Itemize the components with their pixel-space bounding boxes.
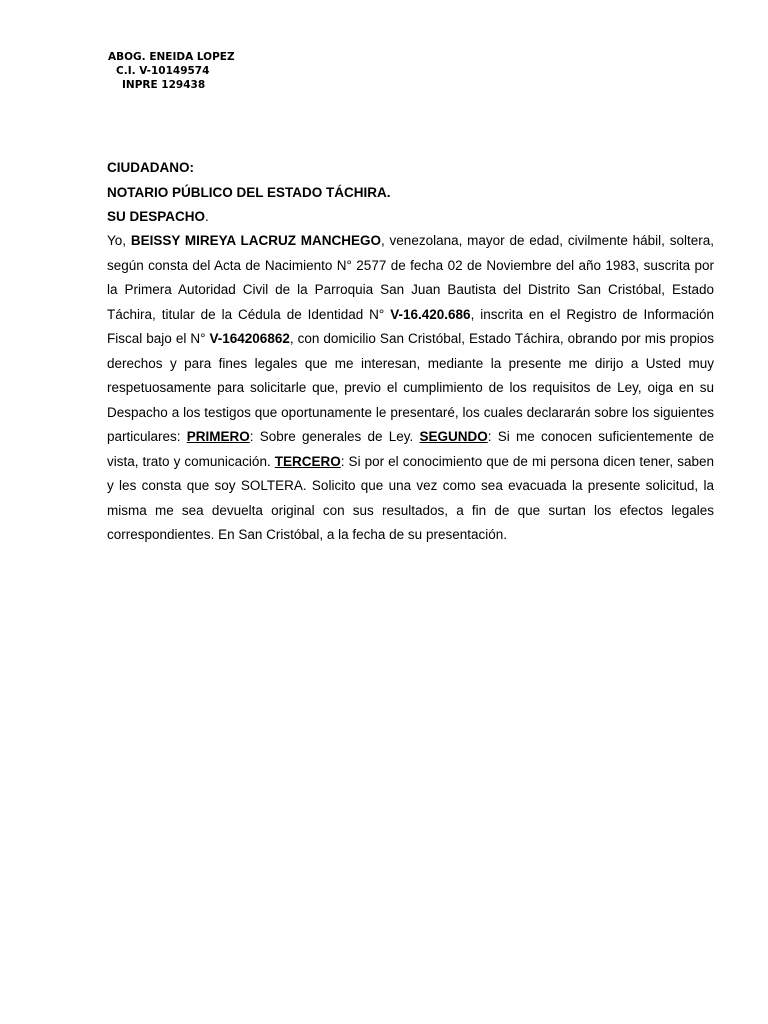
addressee-despacho-text: SU DESPACHO	[107, 209, 206, 224]
letterhead	[108, 50, 235, 92]
cedula-number: V-16.420.686	[390, 306, 471, 322]
lawyer-ci: C.I. V-10149574	[116, 65, 210, 77]
body-segment-2: , venezolana, mayor de edad, civilmente hábil, soltera, según consta del Acta de Nacimiento N° 2577 de fecha 02 de Noviembre del año 1983, suscrita por la Primera Autoridad Civil de la Parroquia San Juan Bautista del Distrito San Cristóbal, Estado Táchira, titular de la Cédula de Identidad N°	[107, 233, 714, 322]
body-segment-3: , inscrita en el Registro de Información Fiscal bajo el N°	[107, 306, 714, 346]
body-segment-7: : Si por el conocimiento que de mi persona dicen tener, saben y les consta que soy SOLTERA. Solicito que una vez como sea evacuada la presente solicitud, la misma me sea devuelta original con sus resultados, a fin de que surtan los efectos legales correspondientes. En San Cristóbal, a la fecha de su presentación.	[107, 453, 714, 542]
addressee-line-notario: NOTARIO PÚBLICO DEL ESTADO TÁCHIRA.	[107, 184, 391, 200]
body-segment-5: : Sobre generales de Ley.	[249, 429, 420, 444]
lawyer-name: ABOG. ENEIDA LOPEZ	[108, 51, 235, 63]
lawyer-inpre: INPRE 129438	[122, 79, 206, 91]
body-segment-1: Yo,	[107, 233, 131, 248]
applicant-name: BEISSY MIREYA LACRUZ MANCHEGO	[130, 233, 381, 248]
item-segundo-label: SEGUNDO	[419, 429, 488, 444]
rif-number: V-164206862	[209, 331, 290, 346]
body-segment-4: , con domicilio San Cristóbal, Estado Táchira, obrando por mis propios derechos y para fines legales que me interesan, mediante la presente me dirijo a Usted muy respetuosamente para solicitarle que, previo el cumplimiento de los requisitos de Ley, oiga en su Despacho a los testigos que oportunamente le presentaré, los cuales declararán sobre los siguientes particulares:	[107, 331, 714, 444]
addressee-block	[107, 156, 391, 230]
addressee-line-ciudadano: CIUDADANO:	[107, 160, 194, 175]
addressee-line-despacho	[107, 205, 391, 230]
request-body-paragraph	[107, 229, 714, 548]
body-segment-6: : Si me conocen suficientemente de vista, trato y comunicación.	[107, 429, 714, 469]
item-primero-label: PRIMERO	[186, 429, 250, 444]
addressee-despacho-period: .	[205, 209, 209, 224]
item-tercero-label: TERCERO	[274, 453, 341, 469]
